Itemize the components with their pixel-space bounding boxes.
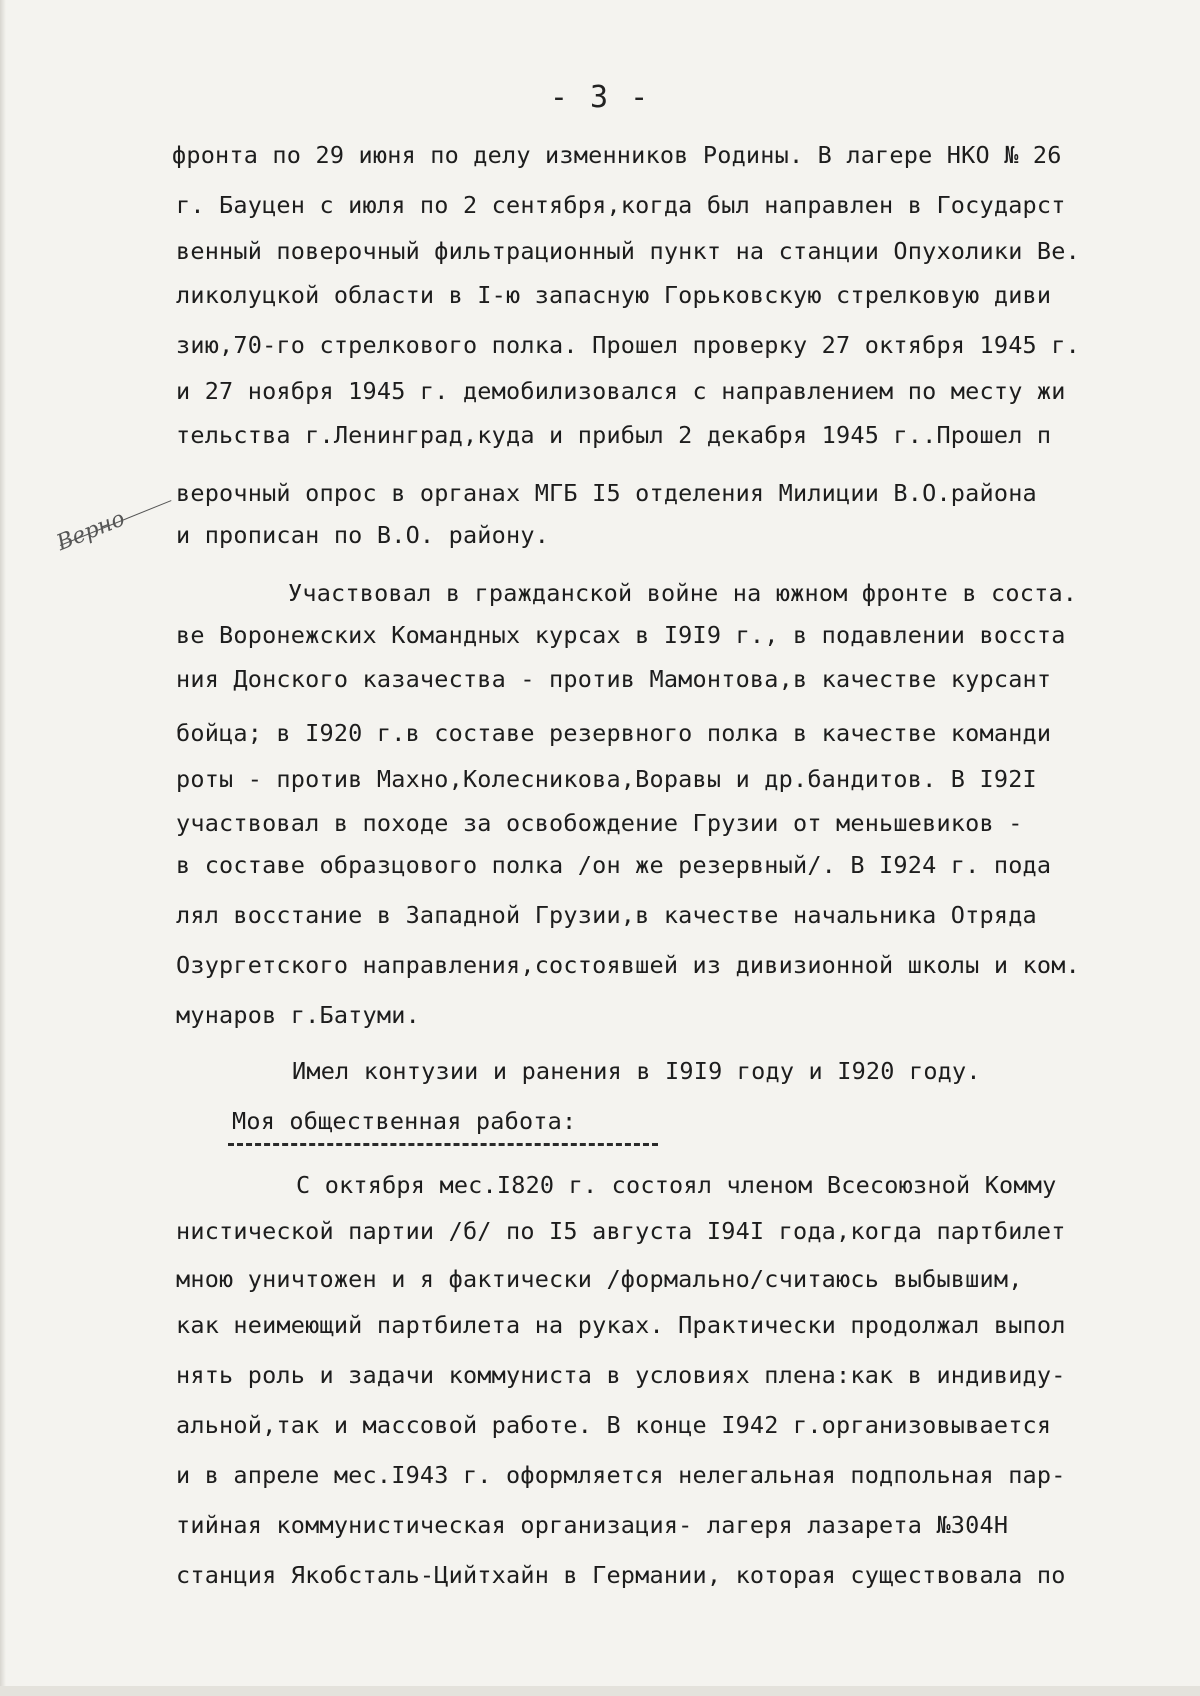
- text-line: ве Воронежских Командных курсах в I9I9 г., в подавлении восста: [176, 621, 1066, 649]
- text-line: ликолуцкой области в I-ю запасную Горьковскую стрелковую диви: [176, 281, 1052, 309]
- text-line: и прописан по В.О. району.: [176, 521, 550, 549]
- text-line: зию,70-го стрелкового полка. Прошел проверку 27 октября 1945 г.: [176, 331, 1080, 359]
- text-line: нять роль и задачи коммуниста в условиях плена:как в индивиду-: [176, 1361, 1066, 1389]
- text-line: бойца; в I920 г.в составе резервного полка в качестве команди: [176, 719, 1052, 747]
- text-line: г. Бауцен с июля по 2 сентября,когда был направлен в Государст: [176, 191, 1066, 219]
- page-number: - 3 -: [549, 80, 651, 115]
- text-line: мунаров г.Батуми.: [176, 1001, 420, 1029]
- text-line: верочный опрос в органах МГБ I5 отделения Милиции В.О.района: [176, 479, 1037, 507]
- margin-handwritten-note: Верно: [53, 506, 129, 557]
- text-line: Имел контузии и ранения в I9I9 году и I920 году.: [292, 1057, 981, 1085]
- text-line: в составе образцового полка /он же резервный/. В I924 г. пода: [176, 851, 1052, 879]
- text-line: тельства г.Ленинград,куда и прибыл 2 декабря 1945 г..Прошел п: [176, 421, 1052, 449]
- text-line: Озургетского направления,состоявшей из дивизионной школы и ком.: [176, 951, 1080, 979]
- text-line: альной,так и массовой работе. В конце I942 г.организовывается: [176, 1411, 1052, 1439]
- text-line: и 27 ноября 1945 г. демобилизовался с направлением по месту жи: [176, 377, 1066, 405]
- text-line: нистической партии /б/ по I5 августа I94I года,когда партбилет: [176, 1217, 1066, 1245]
- text-line: С октября мес.I820 г. состоял членом Всесоюзной Комму: [296, 1171, 1057, 1199]
- text-line: ния Донского казачества - против Мамонтова,в качестве курсант: [176, 665, 1052, 693]
- text-line: Участвовал в гражданской войне на южном фронте в соста.: [288, 579, 1078, 607]
- text-line: и в апреле мес.I943 г. оформляется нелегальная подпольная пар-: [176, 1461, 1066, 1489]
- text-line: фронта по 29 июня по делу изменников Родины. В лагере НКО № 26: [172, 141, 1062, 169]
- text-line: участвовал в походе за освобождение Грузии от меньшевиков -: [176, 809, 1023, 837]
- heading-underline: [228, 1143, 658, 1146]
- text-line: венный поверочный фильтрационный пункт на станции Опухолики Ве.: [176, 237, 1080, 265]
- text-line: лял восстание в Западной Грузии,в качестве начальника Отряда: [176, 901, 1037, 929]
- text-line: как неимеющий партбилета на руках. Практически продолжал выпол: [176, 1311, 1066, 1339]
- text-line: роты - против Махно,Колесникова,Воравы и др.бандитов. В I92I: [176, 765, 1037, 793]
- scan-bottom-edge: [0, 1686, 1200, 1696]
- text-line: станция Якобсталь-Цийтхайн в Германии, которая существовала по: [176, 1561, 1066, 1589]
- section-heading: Моя общественная работа:: [232, 1107, 577, 1135]
- text-line: мною уничтожен и я фактически /формально/считаюсь выбывшим,: [176, 1265, 1023, 1293]
- text-line: тийная коммунистическая организация- лагеря лазарета №304Н: [176, 1511, 1009, 1539]
